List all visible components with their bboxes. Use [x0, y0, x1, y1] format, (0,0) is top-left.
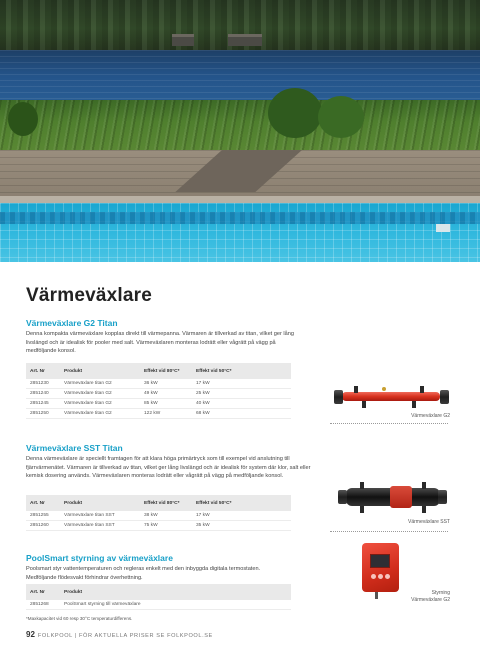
- boathouse: [172, 34, 194, 46]
- end-cap: [338, 490, 347, 504]
- column-header: Art. Nr: [26, 495, 60, 511]
- column-header: Art. Nr: [26, 363, 60, 379]
- cell-product: Värmeväxlare titan G2: [60, 379, 140, 389]
- cell-art-nr: 2851245: [26, 399, 60, 409]
- pipe-connector: [360, 506, 364, 513]
- cell-product: Värmeväxlare titan SST: [60, 521, 140, 531]
- column-header: Effekt vid 80°C*: [140, 363, 192, 379]
- column-header: Produkt: [60, 363, 140, 379]
- hero-photo: [0, 0, 480, 262]
- cell-product: PoolSmart styrning till värmeväxlare: [60, 600, 291, 610]
- column-header: Art. Nr: [26, 584, 60, 600]
- cell-product: Värmeväxlare titan G2: [60, 399, 140, 409]
- heat-exchanger-sst-image: [336, 480, 456, 514]
- cell-effect-80: 36 kW: [140, 379, 192, 389]
- table-row: [26, 379, 291, 389]
- cell-product: Värmeväxlare titan SST: [60, 511, 140, 521]
- footer-text: FOLKPOOL | FÖR AKTUELLA PRISER SE FOLKPOOL.SE: [37, 633, 213, 639]
- controller-cable: [375, 592, 378, 599]
- cell-effect-50: 17 kW: [192, 511, 291, 521]
- cell-effect-80: 75 kW: [140, 521, 192, 531]
- pool-tile-band: [0, 212, 480, 224]
- cell-effect-80: 38 kW: [140, 511, 192, 521]
- pipe-connector: [420, 386, 424, 393]
- table-header-row: [26, 584, 291, 600]
- column-header: Effekt vid 50°C*: [192, 363, 291, 379]
- cell-effect-50: 40 kW: [192, 399, 291, 409]
- reeds: [0, 100, 480, 154]
- poolsmart-controller-image: [362, 543, 399, 592]
- cell-product: Värmeväxlare titan G2: [60, 408, 140, 418]
- pipe-connector: [422, 506, 426, 513]
- page-number: 92: [26, 630, 35, 639]
- cell-product: Värmeväxlare titan G2: [60, 389, 140, 399]
- footnote: *Maxkapacitet vid 60 resp 30°C temperaturdifferens.: [26, 616, 133, 621]
- cell-effect-50: 35 kW: [192, 521, 291, 531]
- end-cap: [438, 490, 447, 504]
- table-row: [26, 511, 291, 521]
- section-desc-sst: Denna värmeväxlare är speciellt framtagen för att klara höga primärtryck som till exempel vid anslutning till fjärrvärmenätet. Värmaren är tillverkad av titan, vilket ger lång livslängd och är idealisk för system där klor, salt eller kemisk dosering används. Värmeväxlaren monteras lodrätt eller vågrätt på vägg på medföljande konsol.: [26, 456, 311, 480]
- image-caption-poolsmart: [411, 590, 450, 603]
- pipe-connector: [422, 482, 426, 489]
- pool-skimmer: [436, 224, 450, 232]
- bush: [318, 96, 364, 138]
- caption-line: Värmeväxlare G2: [411, 596, 450, 603]
- cell-effect-50: 17 kW: [192, 379, 291, 389]
- sensor-port: [382, 387, 386, 391]
- pipe-connector: [362, 401, 366, 408]
- section-title-sst: Värmeväxlare SST Titan: [26, 443, 123, 453]
- pipe-connector: [412, 401, 416, 408]
- table-row: [26, 408, 291, 418]
- bush: [268, 88, 322, 138]
- spec-table-sst: [26, 495, 291, 531]
- image-caption-g2: Värmeväxlare G2: [411, 413, 450, 419]
- cell-art-nr: 2851268: [26, 600, 60, 610]
- table-row: [26, 521, 291, 531]
- spec-table-poolsmart: [26, 584, 291, 610]
- controller-button: [371, 574, 376, 579]
- heat-exchanger-g2-image: [332, 386, 452, 408]
- image-caption-sst: Värmeväxlare SST: [408, 519, 450, 525]
- column-header: Produkt: [60, 495, 140, 511]
- end-cap: [440, 390, 449, 404]
- cell-effect-80: 49 kW: [140, 389, 192, 399]
- pipe-connector: [360, 482, 364, 489]
- pool-coping: [0, 196, 480, 203]
- table-row: [26, 600, 291, 610]
- section-desc-poolsmart: Poolsmart styr vattentemperaturen och regleras enkelt med den inbyggda digitala termostaten. Medföljande flödesvakt förhindrar överhettning.: [26, 566, 261, 581]
- page-footer: [26, 630, 213, 639]
- controller-display: [370, 554, 390, 568]
- boathouse: [228, 34, 262, 46]
- exchanger-body: [342, 392, 440, 401]
- controller-button: [378, 574, 383, 579]
- bush: [8, 102, 38, 136]
- cell-art-nr: 2851250: [26, 408, 60, 418]
- section-title-g2: Värmeväxlare G2 Titan: [26, 318, 118, 328]
- cell-effect-80: 85 kW: [140, 399, 192, 409]
- column-header: Produkt: [60, 584, 291, 600]
- table-row: [26, 389, 291, 399]
- caption-divider: [330, 423, 448, 424]
- exchanger-red-band: [390, 486, 412, 508]
- controller-button: [385, 574, 390, 579]
- caption-line: Styrning: [431, 590, 450, 596]
- section-title-poolsmart: PoolSmart styrning av värmeväxlare: [26, 553, 173, 563]
- cell-effect-50: 25 kW: [192, 389, 291, 399]
- column-header: Effekt vid 50°C*: [192, 495, 291, 511]
- pipe-connector: [354, 386, 358, 393]
- spec-table-g2: [26, 363, 291, 419]
- table-header-row: [26, 363, 291, 379]
- cell-art-nr: 2851260: [26, 521, 60, 531]
- cell-art-nr: 2851230: [26, 379, 60, 389]
- column-header: Effekt vid 80°C*: [140, 495, 192, 511]
- table-header-row: [26, 495, 291, 511]
- cell-effect-50: 68 kW: [192, 408, 291, 418]
- section-desc-g2: Denna kompakta värmeväxlare kopplas direkt till värmepanna. Värmaren är tillverkad av titan, vilket ger lång livslängd och är idealisk för pooler med salt. Värmeväxlaren monteras lodrätt eller vågrätt på vägg på medföljande konsol.: [26, 331, 295, 355]
- page-title: Värmeväxlare: [26, 285, 153, 306]
- cell-effect-80: 122 kW: [140, 408, 192, 418]
- cell-art-nr: 2851255: [26, 511, 60, 521]
- caption-divider: [330, 531, 448, 532]
- cell-art-nr: 2851240: [26, 389, 60, 399]
- table-row: [26, 399, 291, 409]
- end-cap: [334, 390, 343, 404]
